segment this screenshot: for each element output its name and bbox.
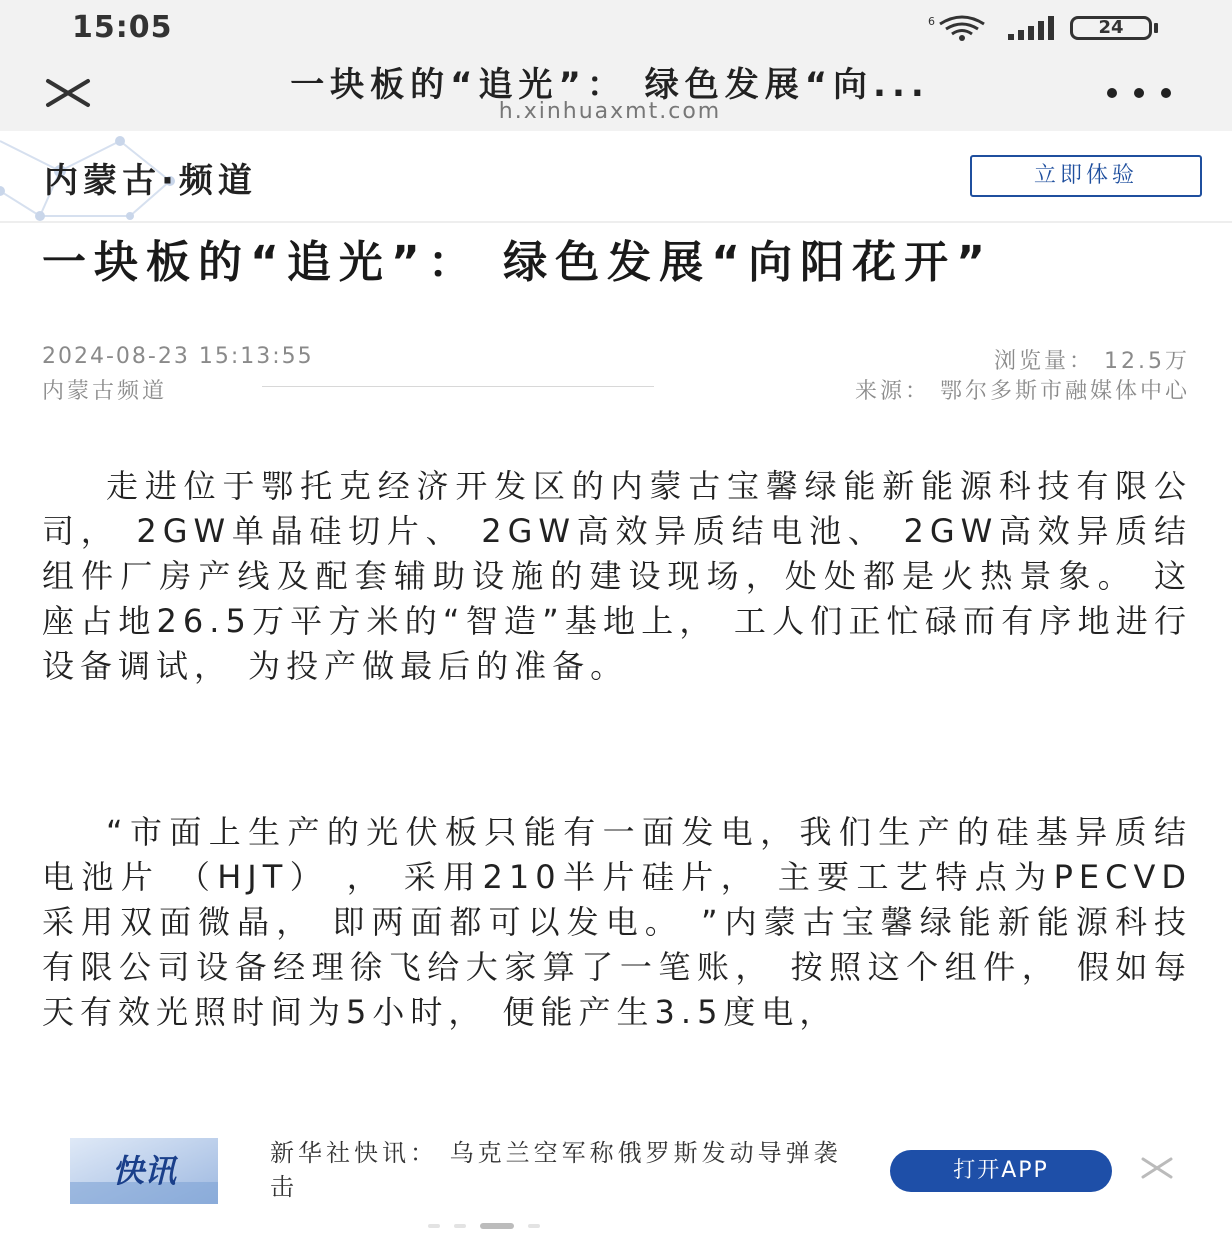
divider bbox=[262, 386, 654, 387]
app-promo-bar[interactable] bbox=[0, 1126, 1232, 1248]
page-url: h.xinhuaxmt.com bbox=[498, 99, 722, 124]
article-source: 来源： 鄂尔多斯市融媒体中心 bbox=[855, 379, 1190, 404]
try-now-button[interactable]: 立即体验 bbox=[970, 155, 1202, 197]
channel-name: 内蒙古·频道 bbox=[44, 161, 257, 201]
signal-icon bbox=[1008, 16, 1060, 40]
article-paragraph: 走进位于鄂托克经济开发区的内蒙古宝馨绿能新能源科技有限公司， 2GW单晶硅切片、 2GW高效异质结电池、 2GW高效异质结组件厂房产线及配套辅助设施的建设现场，处处都是火热景象。 这座占地26.5万平方米的“智造”基地上， 工人们正忙碌而有序地进行设备调试， 为投产做最后的准备。 bbox=[42, 467, 1192, 685]
open-app-button[interactable]: 打开APP bbox=[890, 1150, 1112, 1192]
article-headline: 一块板的“追光”： 绿色发展“向阳花开” bbox=[42, 237, 993, 288]
battery-tip bbox=[1154, 23, 1158, 33]
browser-header bbox=[0, 55, 1232, 131]
wifi-badge: 6 bbox=[928, 15, 935, 28]
close-icon[interactable] bbox=[44, 77, 92, 109]
article-channel-link[interactable]: 内蒙古频道 bbox=[42, 379, 168, 404]
page-indicator bbox=[428, 1222, 548, 1230]
view-count: 浏览量： 12.5万 bbox=[994, 349, 1190, 374]
status-bar bbox=[0, 0, 1232, 55]
page-title: 一块板的“追光”： 绿色发展“向... bbox=[290, 65, 930, 105]
status-time: 15:05 bbox=[72, 10, 173, 45]
news-flash-text[interactable]: 新华社快讯： 乌克兰空军称俄罗斯发动导弹袭击 bbox=[270, 1139, 842, 1201]
more-dots-icon[interactable] bbox=[1104, 83, 1174, 103]
article-date: 2024-08-23 15:13:55 bbox=[42, 344, 314, 369]
kuaixun-thumbnail[interactable] bbox=[70, 1138, 218, 1204]
article-paragraph: “市面上生产的光伏板只能有一面发电，我们生产的硅基异质结电池片 （HJT） ， 采用210半片硅片， 主要工艺特点为PECVD采用双面微晶， 即两面都可以发电。 ”内蒙古宝馨绿能新能源科技有限公司设备经理徐飞给大家算了一笔账， 按照这个组件， 假如每天有效光照时间为5小时， 便能产生3.5度电， bbox=[42, 813, 1192, 1031]
channel-banner bbox=[0, 131, 1232, 223]
close-icon[interactable] bbox=[1140, 1156, 1174, 1180]
thumb-label: 快讯 bbox=[111, 1152, 177, 1190]
battery-icon: 24 bbox=[1070, 16, 1152, 40]
wifi-icon bbox=[928, 14, 988, 42]
